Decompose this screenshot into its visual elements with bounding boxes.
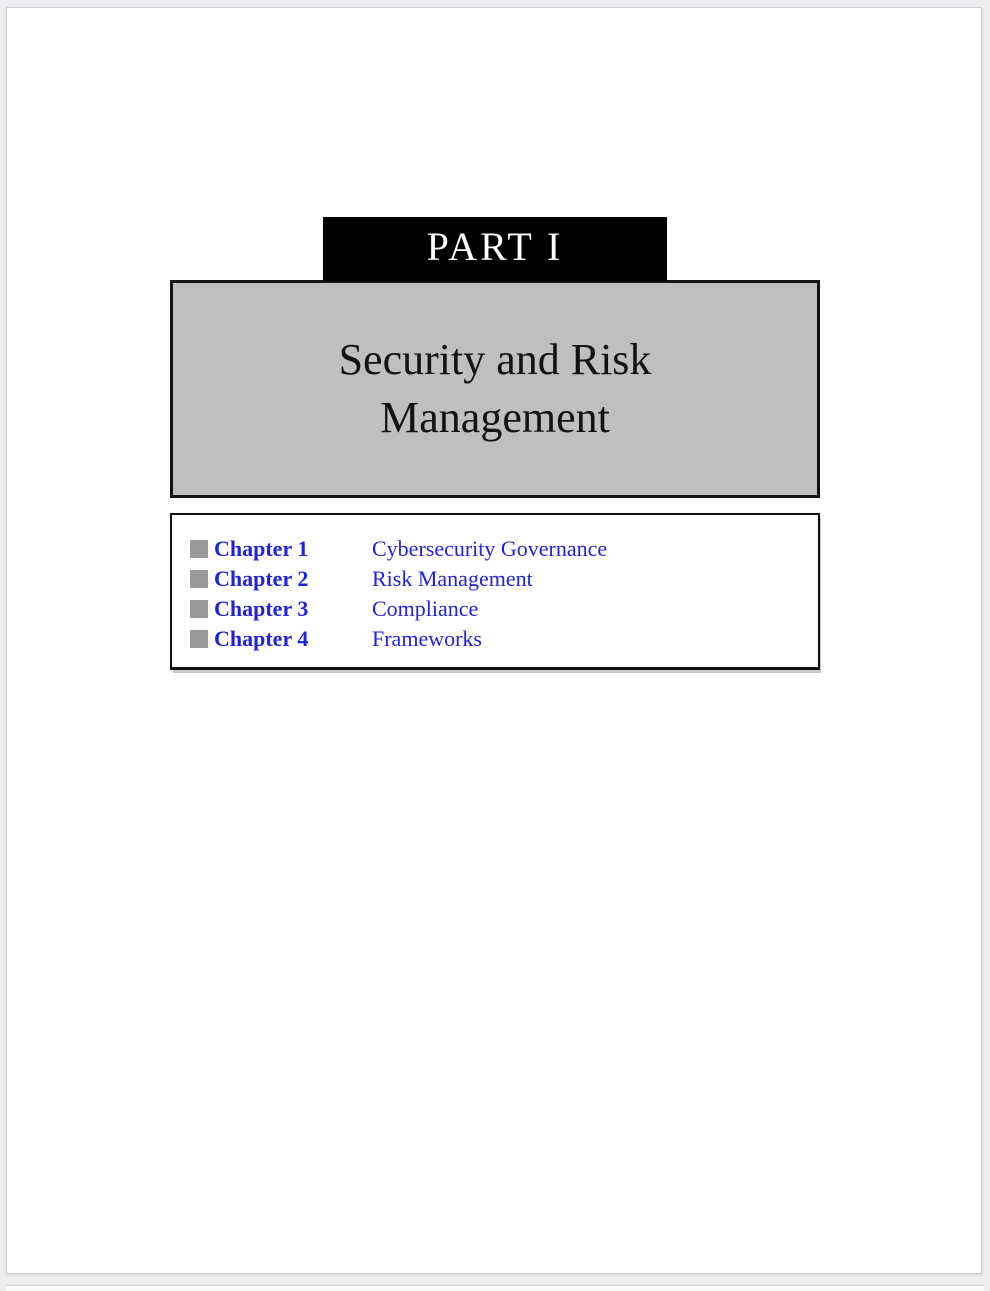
square-bullet-icon xyxy=(190,630,208,648)
part-banner xyxy=(323,217,667,281)
chapter-list-box xyxy=(170,513,820,670)
chapter-row-1 xyxy=(172,534,818,564)
chapter-row-4 xyxy=(172,624,818,654)
chapter-row-3 xyxy=(172,594,818,624)
square-bullet-icon xyxy=(190,540,208,558)
part-title-line-2: Management xyxy=(380,393,610,442)
part-title-line-1: Security and Risk xyxy=(338,335,652,384)
chapter-2-label[interactable]: Chapter 2 xyxy=(214,566,309,591)
chapter-4-title-link[interactable]: Frameworks xyxy=(372,626,482,651)
part-label: PART I xyxy=(426,224,564,269)
chapter-row-2 xyxy=(172,564,818,594)
part-title-box xyxy=(170,280,820,498)
chapter-1-label[interactable]: Chapter 1 xyxy=(214,536,309,561)
chapter-4-label[interactable]: Chapter 4 xyxy=(214,626,309,651)
chapter-3-label[interactable]: Chapter 3 xyxy=(214,596,309,621)
next-page-edge xyxy=(6,1285,984,1291)
square-bullet-icon xyxy=(190,570,208,588)
chapter-2-title-link[interactable]: Risk Management xyxy=(372,566,533,591)
chapter-3-title-link[interactable]: Compliance xyxy=(372,596,479,621)
square-bullet-icon xyxy=(190,600,208,618)
chapter-1-title-link[interactable]: Cybersecurity Governance xyxy=(372,536,608,561)
